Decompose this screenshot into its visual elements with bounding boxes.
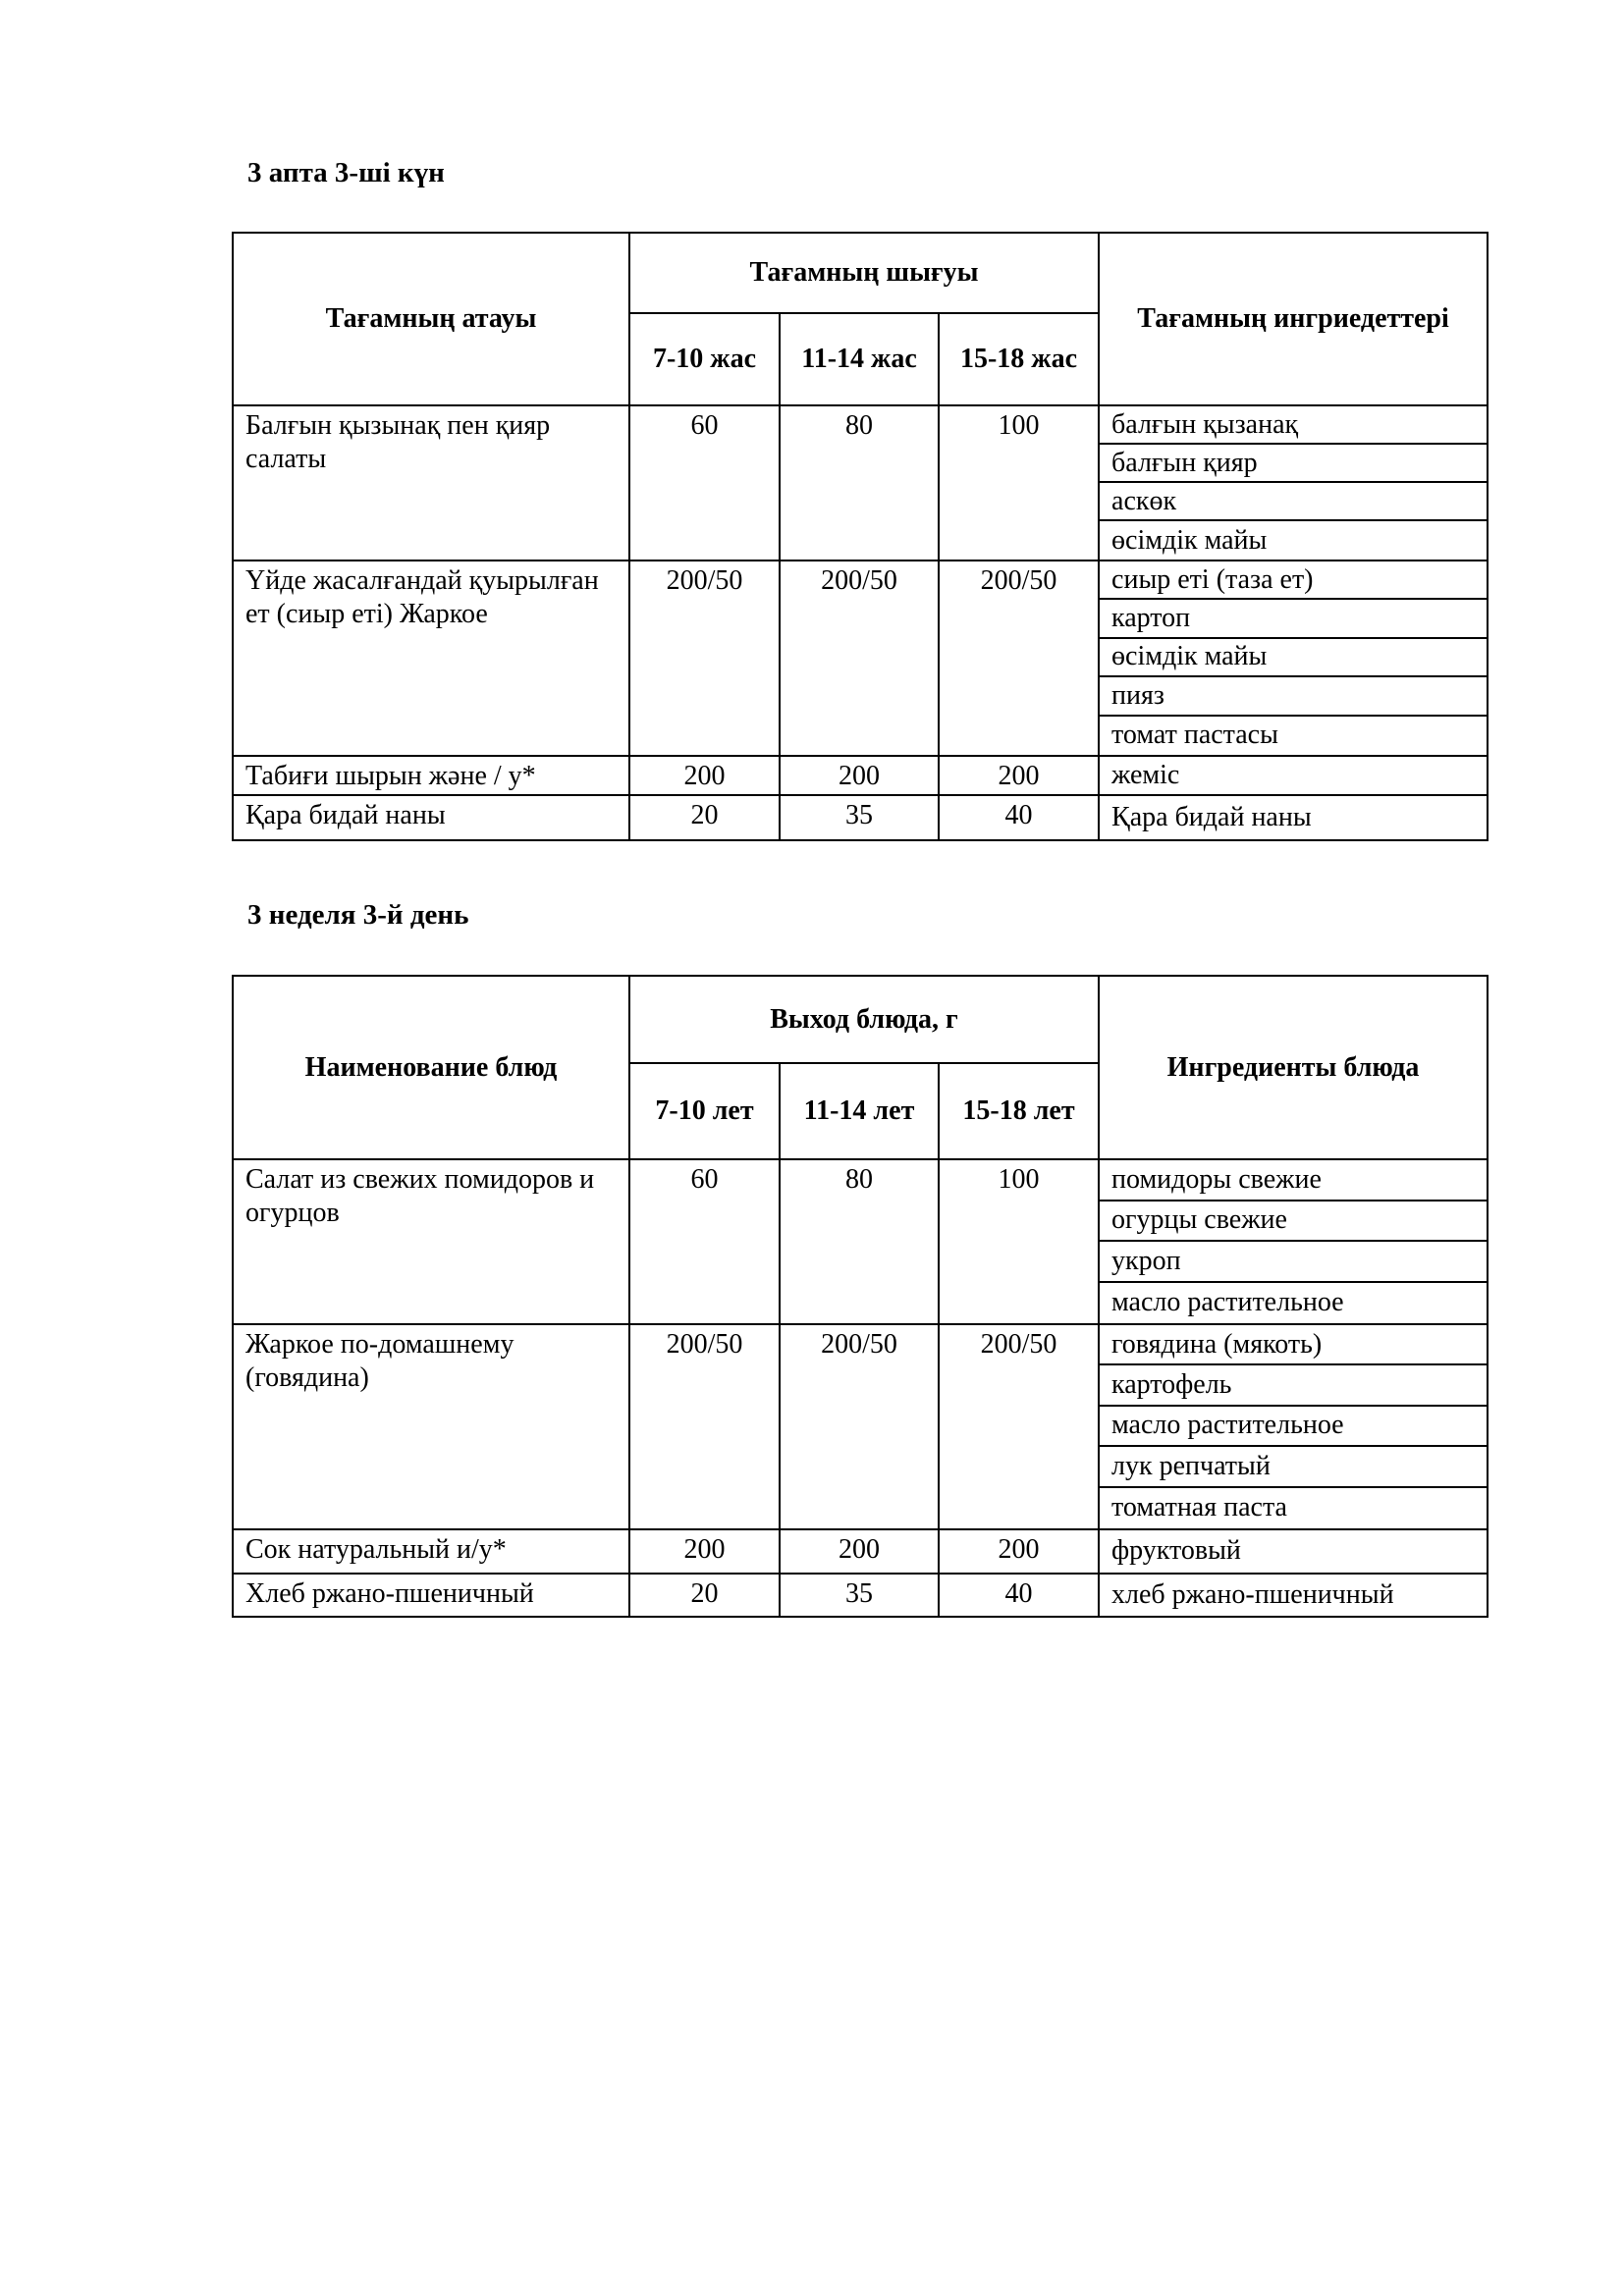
- portion-value: 80: [780, 1159, 939, 1324]
- dish-name-cell: Жаркое по-домашнему (говядина): [233, 1324, 629, 1529]
- portion-value: 60: [629, 1159, 780, 1324]
- ingredient-item: масло растительное: [1100, 1407, 1487, 1447]
- ingredient-item: хлеб ржано-пшеничный: [1111, 1578, 1394, 1610]
- table-row: [233, 1324, 1488, 1529]
- ingredient-item: томат пастасы: [1111, 720, 1278, 751]
- portion-value: 20: [629, 1574, 780, 1617]
- menu-table-russian: [232, 975, 1489, 1618]
- portion-value: 35: [780, 1574, 939, 1617]
- table-row: [233, 1529, 1488, 1574]
- portion-value: 200: [939, 756, 1099, 795]
- dish-name-cell: Үйде жасалғандай қуырылған ет (сиыр еті) Жаркое: [233, 561, 629, 756]
- ingredients-cell: [1099, 1159, 1488, 1324]
- ingredient-item: сиыр еті (таза ет): [1100, 561, 1487, 600]
- portion-value: 200/50: [629, 1324, 780, 1529]
- portion-value: 200: [629, 756, 780, 795]
- ingredient-item: өсімдік майы: [1111, 524, 1268, 556]
- portion-value: 20: [629, 795, 780, 840]
- portion-value: 35: [780, 795, 939, 840]
- column-header-output: Выход блюда, г: [629, 976, 1099, 1063]
- portion-value: 200/50: [780, 1324, 939, 1529]
- age-column-header: 15-18 жас: [939, 313, 1099, 405]
- section-title-week3-day3-ru: 3 неделя 3-й день: [247, 899, 469, 931]
- ingredient-item: Қара бидай наны: [1111, 801, 1312, 832]
- table-header-row: [233, 233, 1488, 313]
- ingredient-item: огурцы свежие: [1100, 1201, 1487, 1243]
- ingredients-cell: [1099, 795, 1488, 840]
- table-row: [233, 795, 1488, 840]
- dish-name-cell: Табиғи шырын және / у*: [233, 756, 629, 795]
- portion-value: 100: [939, 405, 1099, 561]
- age-column-header: 7-10 жас: [629, 313, 780, 405]
- portion-value: 200: [780, 1529, 939, 1574]
- ingredient-item: лук репчатый: [1100, 1447, 1487, 1487]
- dish-name-cell: Салат из свежих помидоров и огурцов: [233, 1159, 629, 1324]
- age-column-header: 15-18 лет: [939, 1063, 1099, 1159]
- portion-value: 40: [939, 1574, 1099, 1617]
- column-header-ingredients: Ингредиенты блюда: [1099, 976, 1488, 1159]
- ingredient-item: картофель: [1100, 1365, 1487, 1406]
- ingredients-cell: [1099, 756, 1488, 795]
- portion-value: 200: [780, 756, 939, 795]
- table-row: [233, 1159, 1488, 1324]
- ingredient-item: томатная паста: [1111, 1492, 1287, 1523]
- ingredients-cell: [1099, 405, 1488, 561]
- portion-value: 200/50: [939, 1324, 1099, 1529]
- ingredient-item: помидоры свежие: [1100, 1160, 1487, 1201]
- portion-value: 200: [939, 1529, 1099, 1574]
- ingredient-item: балғын қызанақ: [1100, 406, 1487, 445]
- column-header-dish-name: Тағамның атауы: [233, 233, 629, 405]
- portion-value: 40: [939, 795, 1099, 840]
- ingredient-item: фруктовый: [1111, 1535, 1241, 1567]
- ingredients-cell: [1099, 561, 1488, 756]
- dish-name-cell: Қара бидай наны: [233, 795, 629, 840]
- table-header-row: [233, 976, 1488, 1063]
- dish-name-cell: Балғын қызынақ пен қияр салаты: [233, 405, 629, 561]
- age-column-header: 7-10 лет: [629, 1063, 780, 1159]
- ingredient-item: аскөк: [1100, 483, 1487, 521]
- ingredient-item: жеміс: [1111, 759, 1180, 790]
- table-row: [233, 405, 1488, 561]
- ingredient-item: говядина (мякоть): [1100, 1325, 1487, 1365]
- portion-value: 80: [780, 405, 939, 561]
- menu-table-kazakh: [232, 232, 1489, 841]
- ingredients-cell: [1099, 1529, 1488, 1574]
- ingredient-item: масло растительное: [1111, 1287, 1344, 1318]
- age-column-header: 11-14 лет: [780, 1063, 939, 1159]
- portion-value: 200/50: [629, 561, 780, 756]
- portion-value: 200/50: [780, 561, 939, 756]
- ingredient-item: пияз: [1100, 677, 1487, 716]
- table-row: [233, 561, 1488, 756]
- portion-value: 100: [939, 1159, 1099, 1324]
- portion-value: 200/50: [939, 561, 1099, 756]
- column-header-ingredients: Тағамның ингриедеттері: [1099, 233, 1488, 405]
- ingredient-item: картоп: [1100, 600, 1487, 638]
- age-column-header: 11-14 жас: [780, 313, 939, 405]
- dish-name-cell: Хлеб ржано-пшеничный: [233, 1574, 629, 1617]
- table-row: [233, 756, 1488, 795]
- portion-value: 200: [629, 1529, 780, 1574]
- column-header-dish-name: Наименование блюд: [233, 976, 629, 1159]
- section-title-week3-day3-kk: 3 апта 3-ші күн: [247, 157, 445, 188]
- table-row: [233, 1574, 1488, 1617]
- ingredient-item: укроп: [1100, 1242, 1487, 1283]
- ingredient-item: өсімдік майы: [1100, 639, 1487, 677]
- ingredient-item: балғын қияр: [1100, 445, 1487, 483]
- column-header-output: Тағамның шығуы: [629, 233, 1099, 313]
- ingredients-cell: [1099, 1574, 1488, 1617]
- dish-name-cell: Сок натуральный и/у*: [233, 1529, 629, 1574]
- portion-value: 60: [629, 405, 780, 561]
- ingredients-cell: [1099, 1324, 1488, 1529]
